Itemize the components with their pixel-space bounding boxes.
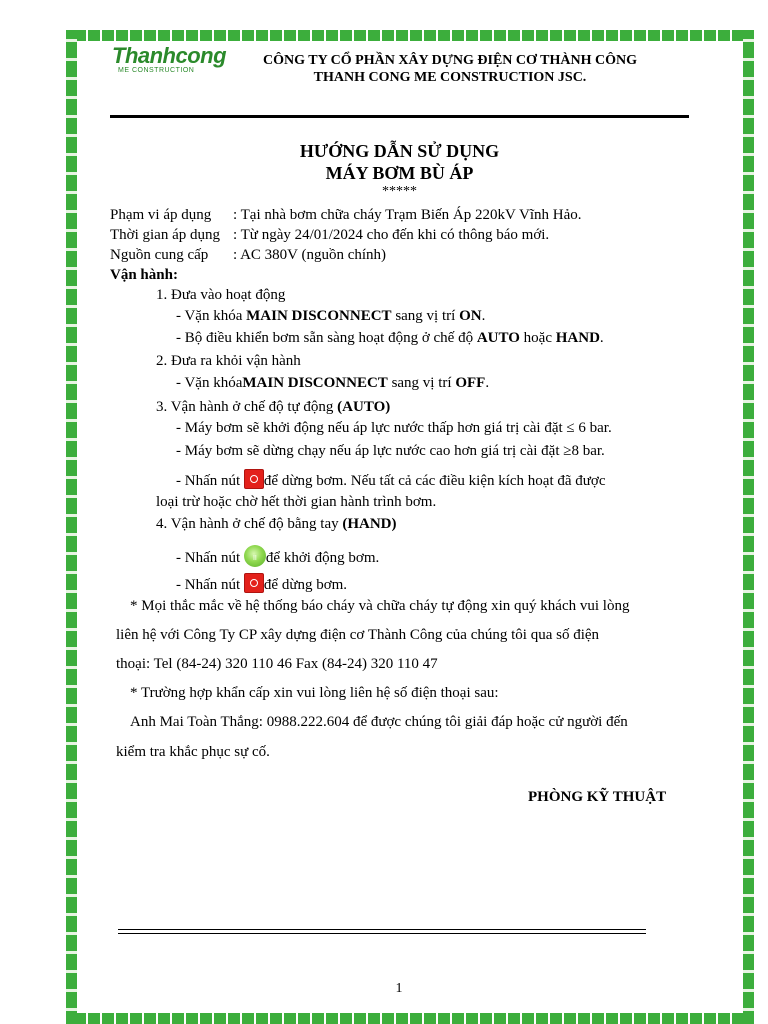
section-4-title bbox=[156, 515, 397, 533]
page-border-top bbox=[66, 30, 754, 41]
keyword-off: OFF bbox=[455, 375, 486, 391]
text: 4. Vận hành ở chế độ bằng tay bbox=[156, 516, 343, 532]
text: - Nhấn nút bbox=[176, 577, 244, 593]
page-border-left bbox=[66, 30, 77, 1024]
section-2-title: 2. Đưa ra khỏi vận hành bbox=[156, 353, 301, 369]
keyword-on: ON bbox=[459, 308, 482, 324]
section-3-title bbox=[156, 398, 390, 416]
section-1-step-1 bbox=[176, 307, 485, 325]
text: để dừng bơm. Nếu tất cả các điều kiện kích hoạt đã được bbox=[263, 473, 606, 489]
red-stop-button-icon bbox=[244, 573, 264, 593]
company-name-vi: CÔNG TY CỔ PHẦN XÂY DỰNG ĐIỆN CƠ THÀNH CÔNG bbox=[263, 53, 637, 68]
keyword-hand-mode: (HAND) bbox=[342, 516, 397, 532]
info-time bbox=[110, 226, 549, 244]
text: - Vặn khóa bbox=[176, 375, 243, 391]
text: . bbox=[481, 308, 486, 324]
header-divider bbox=[110, 115, 689, 118]
section-4-step-2 bbox=[176, 573, 347, 594]
document-title: HƯỚNG DẪN SỬ DỤNG bbox=[299, 141, 500, 161]
info-scope bbox=[110, 206, 582, 224]
company-name-en: THANH CONG ME CONSTRUCTION JSC. bbox=[313, 70, 587, 85]
title-stars: ***** bbox=[382, 184, 417, 199]
keyword-main-disconnect: MAIN DISCONNECT bbox=[242, 375, 388, 391]
info-label: Thời gian áp dụng bbox=[110, 227, 220, 243]
department-signature: PHÒNG KỸ THUẬT bbox=[528, 789, 667, 805]
text: - Vặn khóa bbox=[176, 308, 247, 324]
note-1-line-2: liên hệ với Công Ty CP xây dựng điện cơ Thành Công của chúng tôi qua số điện bbox=[116, 627, 600, 643]
section-3-step-1: - Máy bơm sẽ khởi động nếu áp lực nước thấp hơn giá trị cài đặt ≤ 6 bar. bbox=[176, 420, 612, 436]
section-3-step-2: - Máy bơm sẽ dừng chạy nếu áp lực nước cao hơn giá trị cài đặt ≥8 bar. bbox=[176, 443, 605, 459]
section-3-step-3 bbox=[176, 469, 606, 490]
page-border-bottom bbox=[66, 1013, 754, 1024]
info-label: Nguồn cung cấp bbox=[110, 247, 209, 263]
footer-divider-bottom bbox=[118, 933, 646, 934]
keyword-hand: HAND bbox=[555, 330, 600, 346]
text: . bbox=[485, 375, 490, 391]
section-3-step-3-cont: loại trừ hoặc chờ hết thời gian hành trình bơm. bbox=[156, 494, 437, 510]
red-stop-button-icon bbox=[244, 469, 264, 489]
section-1-title: 1. Đưa vào hoạt động bbox=[156, 287, 286, 303]
text: sang vị trí bbox=[391, 308, 460, 324]
text: hoặc bbox=[519, 330, 556, 346]
text: - Bộ điều khiển bơm sẵn sàng hoạt động ở chế độ bbox=[176, 330, 477, 346]
logo-tagline: ME CONSTRUCTION bbox=[118, 67, 195, 74]
info-value: : AC 380V (nguồn chính) bbox=[233, 247, 387, 263]
document-subtitle: MÁY BƠM BÙ ÁP bbox=[325, 163, 474, 183]
page-number: 1 bbox=[395, 981, 403, 996]
keyword-auto-mode: (AUTO) bbox=[337, 399, 391, 415]
company-name bbox=[230, 52, 670, 86]
note-3-line-2: kiểm tra khắc phục sự cố. bbox=[116, 744, 270, 760]
note-3-line-1: Anh Mai Toàn Thắng: 0988.222.604 để được chúng tôi giải đáp hoặc cử người đến bbox=[130, 714, 628, 730]
operation-heading: Vận hành: bbox=[110, 267, 178, 283]
note-1-line-1: * Mọi thắc mắc về hệ thống báo cháy và chữa cháy tự động xin quý khách vui lòng bbox=[130, 598, 630, 614]
company-logo bbox=[112, 43, 227, 76]
text: để khởi động bơm. bbox=[265, 550, 380, 566]
info-power bbox=[110, 246, 386, 264]
footer-divider-top bbox=[118, 929, 646, 930]
text: sang vị trí bbox=[387, 375, 456, 391]
info-value: : Từ ngày 24/01/2024 cho đến khi có thông báo mới. bbox=[233, 227, 550, 243]
section-1-step-2 bbox=[176, 329, 604, 347]
text: - Nhấn nút bbox=[176, 550, 244, 566]
logo-wordmark: Thanhcong bbox=[112, 43, 227, 68]
keyword-auto: AUTO bbox=[476, 330, 520, 346]
page-border-right bbox=[743, 30, 754, 1024]
text: . bbox=[599, 330, 604, 346]
section-2-step-1 bbox=[176, 374, 489, 392]
info-value: : Tại nhà bơm chữa cháy Trạm Biến Áp 220kV Vĩnh Hảo. bbox=[233, 207, 582, 223]
green-start-button-icon bbox=[244, 545, 266, 567]
info-label: Phạm vi áp dụng bbox=[110, 207, 212, 223]
note-1-line-3: thoại: Tel (84-24) 320 110 46 Fax (84-24) 320 110 47 bbox=[116, 656, 438, 672]
text: để dừng bơm. bbox=[263, 577, 348, 593]
section-4-step-1 bbox=[176, 545, 379, 567]
keyword-main-disconnect: MAIN DISCONNECT bbox=[246, 308, 392, 324]
note-2: * Trường hợp khẩn cấp xin vui lòng liên hệ số điện thoại sau: bbox=[130, 685, 499, 701]
text: 3. Vận hành ở chế độ tự động bbox=[156, 399, 338, 415]
text: - Nhấn nút bbox=[176, 473, 244, 489]
